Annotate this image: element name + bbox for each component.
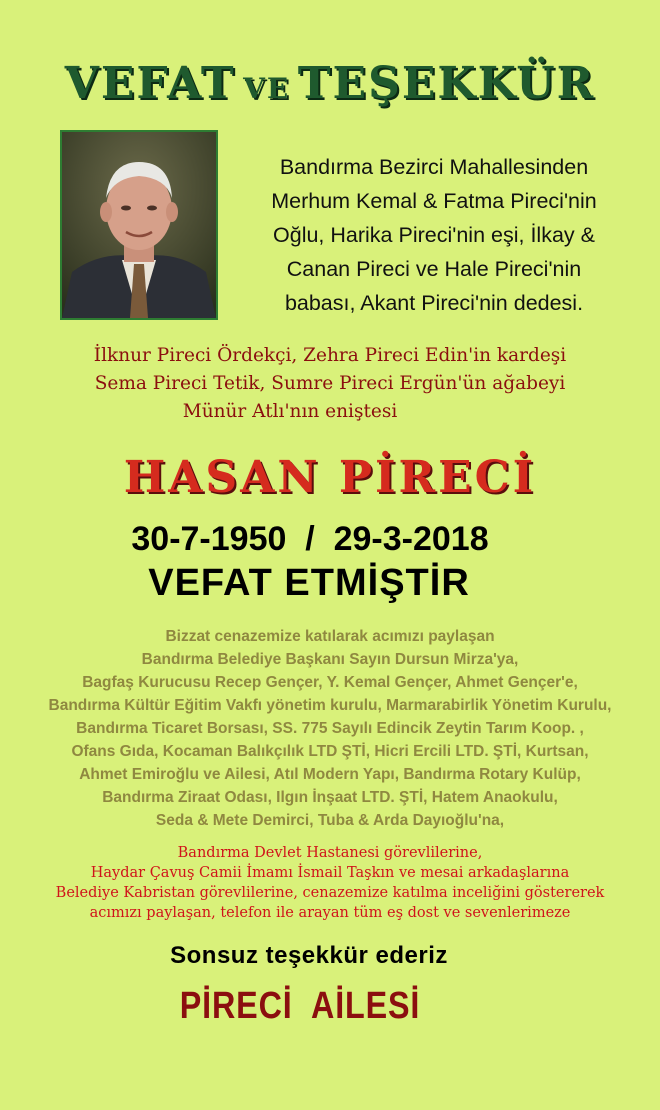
relatives-line: İlknur Pireci Ördekçi, Zehra Pireci Edin'in kardeşi xyxy=(93,345,567,366)
thanks-line: Seda & Mete Demirci, Tuba & Arda Dayıoğlu'na, xyxy=(155,812,505,829)
intro-line: babası, Akant Pireci'nin dedesi. xyxy=(284,291,584,315)
title-vefat: VEFAT xyxy=(64,58,236,109)
relatives-line: Münür Atlı'nın eniştesi xyxy=(182,401,398,422)
thanks-line: Bandırma Kültür Eğitim Vakfı yönetim kurulu, Marmarabirlik Yönetim Kurulu, xyxy=(48,697,612,714)
closing-thanks: Sonsuz teşekkür ederiz xyxy=(170,942,448,969)
announcement: VEFAT ETMİŞTİR xyxy=(148,562,470,604)
title-ve: VE xyxy=(243,72,291,105)
thanks-line: Ahmet Emiroğlu ve Ailesi, Atıl Modern Yapı, Bandırma Rotary Kulüp, xyxy=(79,766,581,783)
thanks2-line: Haydar Çavuş Camii İmamı İsmail Taşkın ve mesai arkadaşlarına xyxy=(90,865,570,881)
intro-line: Oğlu, Harika Pireci'nin eşi, İlkay & xyxy=(273,223,595,247)
thanks2-line: Belediye Kabristan görevlilerine, cenazemize katılma inceliğini göstererek xyxy=(55,885,605,901)
thanks-list xyxy=(0,625,660,832)
thanks-line: Bandırma Belediye Başkanı Sayın Dursun Mirza'ya, xyxy=(141,651,519,668)
intro-line: Bandırma Bezirci Mahallesinden xyxy=(279,155,589,179)
thanks2-line: Bandırma Devlet Hastanesi görevlilerine, xyxy=(177,845,483,861)
thanks2-line: acımızı paylaşan, telefon ile arayan tüm eş dost ve sevenlerimeze xyxy=(89,905,571,921)
relatives-line: Sema Pireci Tetik, Sumre Pireci Ergün'ün ağabeyi xyxy=(94,373,566,394)
thanks-line: Bandırma Ziraat Odası, Ilgın İnşaat LTD. ŞTİ, Hatem Anaokulu, xyxy=(102,789,558,806)
thanks-line: Bagfaş Kurucusu Recep Gençer, Y. Kemal Gençer, Ahmet Gençer'e, xyxy=(82,674,578,691)
thanks-line: Bizzat cenazemize katılarak acımızı paylaşan xyxy=(165,628,495,645)
thanks-line: Ofans Gıda, Kocaman Balıkçılık LTD ŞTİ, Hicri Ercili LTD. ŞTİ, Kurtsan, xyxy=(71,743,589,760)
relatives-text xyxy=(0,342,660,426)
title-tesekkur: TEŞEKKÜR xyxy=(297,58,596,109)
intro-text xyxy=(228,150,640,320)
life-dates: 30-7-1950 / 29-3-2018 xyxy=(131,520,489,558)
portrait-photo xyxy=(60,130,218,320)
deceased-name: HASAN PİRECİ xyxy=(123,452,537,503)
family-signature: PİRECİ AİLESİ xyxy=(179,985,421,1027)
intro-line: Merhum Kemal & Fatma Pireci'nin xyxy=(271,189,597,213)
thanks-list-secondary xyxy=(0,843,660,923)
page-title xyxy=(0,58,660,109)
intro-line: Canan Pireci ve Hale Pireci'nin xyxy=(286,257,582,281)
portrait-image xyxy=(62,132,216,318)
thanks-line: Bandırma Ticaret Borsası, SS. 775 Sayılı Edincik Zeytin Tarım Koop. , xyxy=(76,720,584,737)
